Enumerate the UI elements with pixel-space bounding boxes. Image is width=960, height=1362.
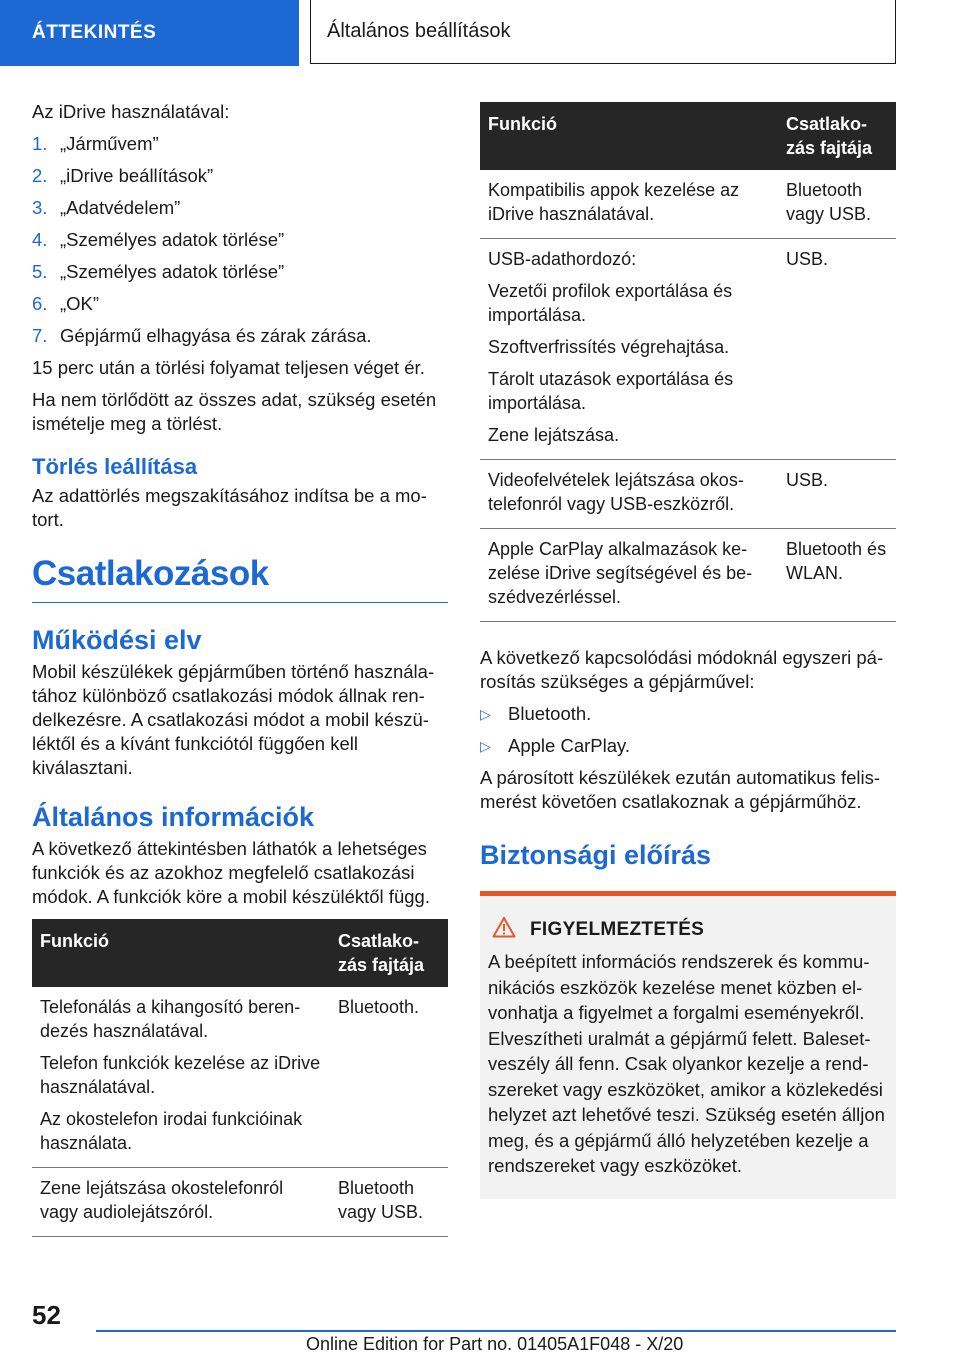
chapter-heading: Csatlakozások [32,554,448,603]
table-cell: Bluetooth vagy USB. [330,1168,448,1237]
table-cell: Kompatibilis appok kezelése az iDrive használatával. [480,170,778,239]
table-cell: Telefonálás a kihangosító berendezés használatával. Telefon funkciók kezelése az iDrive használatával. Az okostelefon irodai funkcióinak használata. [32,987,330,1168]
list-item: ▷ Bluetooth. [480,703,592,724]
table-header-row [32,919,448,987]
table-cell: Bluetooth és WLAN. [778,529,896,622]
section-heading-general: Általános információk [32,802,315,832]
list-item: 5. „Személyes adatok törlése” [32,261,285,282]
table-cell: Bluetooth. [330,987,448,1168]
warning-triangle-icon [492,916,516,943]
page-header [0,0,960,66]
section-tab[interactable]: ÁTTEKINTÉS [0,0,299,66]
paragraph: Mobil készülékek gépjárműben történő használatához különböző csatlakozási módok állnak rendelkezésre. A csatlakozási módot a mobil készüléktől és a kívánt funkciótól függően kell kiválasztani. [32,661,435,778]
list-item: 3. „Adatvédelem” [32,197,181,218]
steps-list [32,132,448,348]
paragraph: Ha nem törlődött az összes adat, szükség esetén ismételje meg a törlést. [32,389,437,434]
paragraph: 15 perc után a törlési folyamat teljesen véget ér. [32,357,425,378]
triangle-bullet-icon: ▷ [480,706,491,722]
table-row [32,1168,448,1237]
table-cell: USB. [778,460,896,529]
table-cell: Videofelvételek lejátszása okostelefonról vagy USB-eszközről. [480,460,778,529]
table-row [480,460,896,529]
column-header: Funkció [480,102,778,170]
table-row [480,170,896,239]
subheading-stop: Törlés leállítása [32,454,198,479]
page-number: 52 [32,1300,61,1330]
section-heading-safety: Biztonsági előírás [480,840,712,870]
page-title: Általános beállítások [310,0,896,64]
paragraph: A párosított készülékek ezután automatikus felismerést követően csatlakoznak a gépjárműhöz. [480,767,881,812]
table-row [32,987,448,1168]
right-column [480,102,896,1199]
warning-title: FIGYELMEZTETÉS [530,918,705,940]
table-cell: Bluetooth vagy USB. [778,170,896,239]
warning-text: A beépített információs rendszerek és kommunikációs eszközök kezelése menet közben elvonhatja a figyelmet a forgalmi eseményekről. Elveszítheti uralmát a gépjármű felett. Balesetveszély áll fenn. Csak olyankor kezelje a rendszereket vagy eszközöket, amikor a közlekedési helyzet azt lehetővé teszi. Szükség esetén álljon meg, és a gépjármű álló helyzetében kezelje a rendszereket vagy eszközöket. [488,951,885,1176]
table-row [480,529,896,622]
column-header: Csatlakozás fajtája [778,102,896,170]
list-item: ▷ Apple CarPlay. [480,735,631,756]
warning-box [480,891,896,1199]
table-cell: Zene lejátszása okostelefonról vagy audiolejátszóról. [32,1168,330,1237]
table-cell: USB-adathordozó: Vezetői profilok exportálása és importálása. Szoftverfrissítés végrehajtása. Tárolt utazások exportálása és importálása. Zene lejátszása. [480,239,778,460]
list-item: 7. Gépjármű elhagyása és zárak zárása. [32,325,372,346]
list-item: 1. „Járművem” [32,133,159,154]
list-item: 4. „Személyes adatok törlése” [32,229,285,250]
table-row [480,239,896,460]
section-heading-principle: Működési elv [32,625,202,655]
column-header: Funkció [32,919,330,987]
table-cell: USB. [778,239,896,460]
column-header: Csatlakozás fajtája [330,919,448,987]
list-item: 6. „OK” [32,293,100,314]
table-cell: Apple CarPlay alkalmazások kezelése iDrive segítségével és beszédvezérléssel. [480,529,778,622]
paragraph: A következő kapcsolódási módoknál egyszeri párosítás szükséges a gépjárművel: [480,647,884,692]
function-table [480,102,896,622]
triangle-bullet-icon: ▷ [480,738,491,754]
paragraph: A következő áttekintésben láthatók a lehetséges funkciók és az azokhoz megfelelő csatlakozási módok. A funkciók köre a mobil készüléktől függ. [32,838,430,907]
bullet-list [480,702,896,758]
function-table [32,919,448,1237]
footer-edition[interactable]: Online Edition for Part no. 01405A1F048 - X/20 [306,1334,684,1354]
paragraph: Az adattörlés megszakításához indítsa be a motort. [32,485,427,530]
left-column [32,100,448,1237]
footer-divider [96,1330,896,1332]
list-item: 2. „iDrive beállítások” [32,165,214,186]
table-header-row [480,102,896,170]
warning-header [488,916,888,943]
intro-text: Az iDrive használatával: [32,101,230,122]
